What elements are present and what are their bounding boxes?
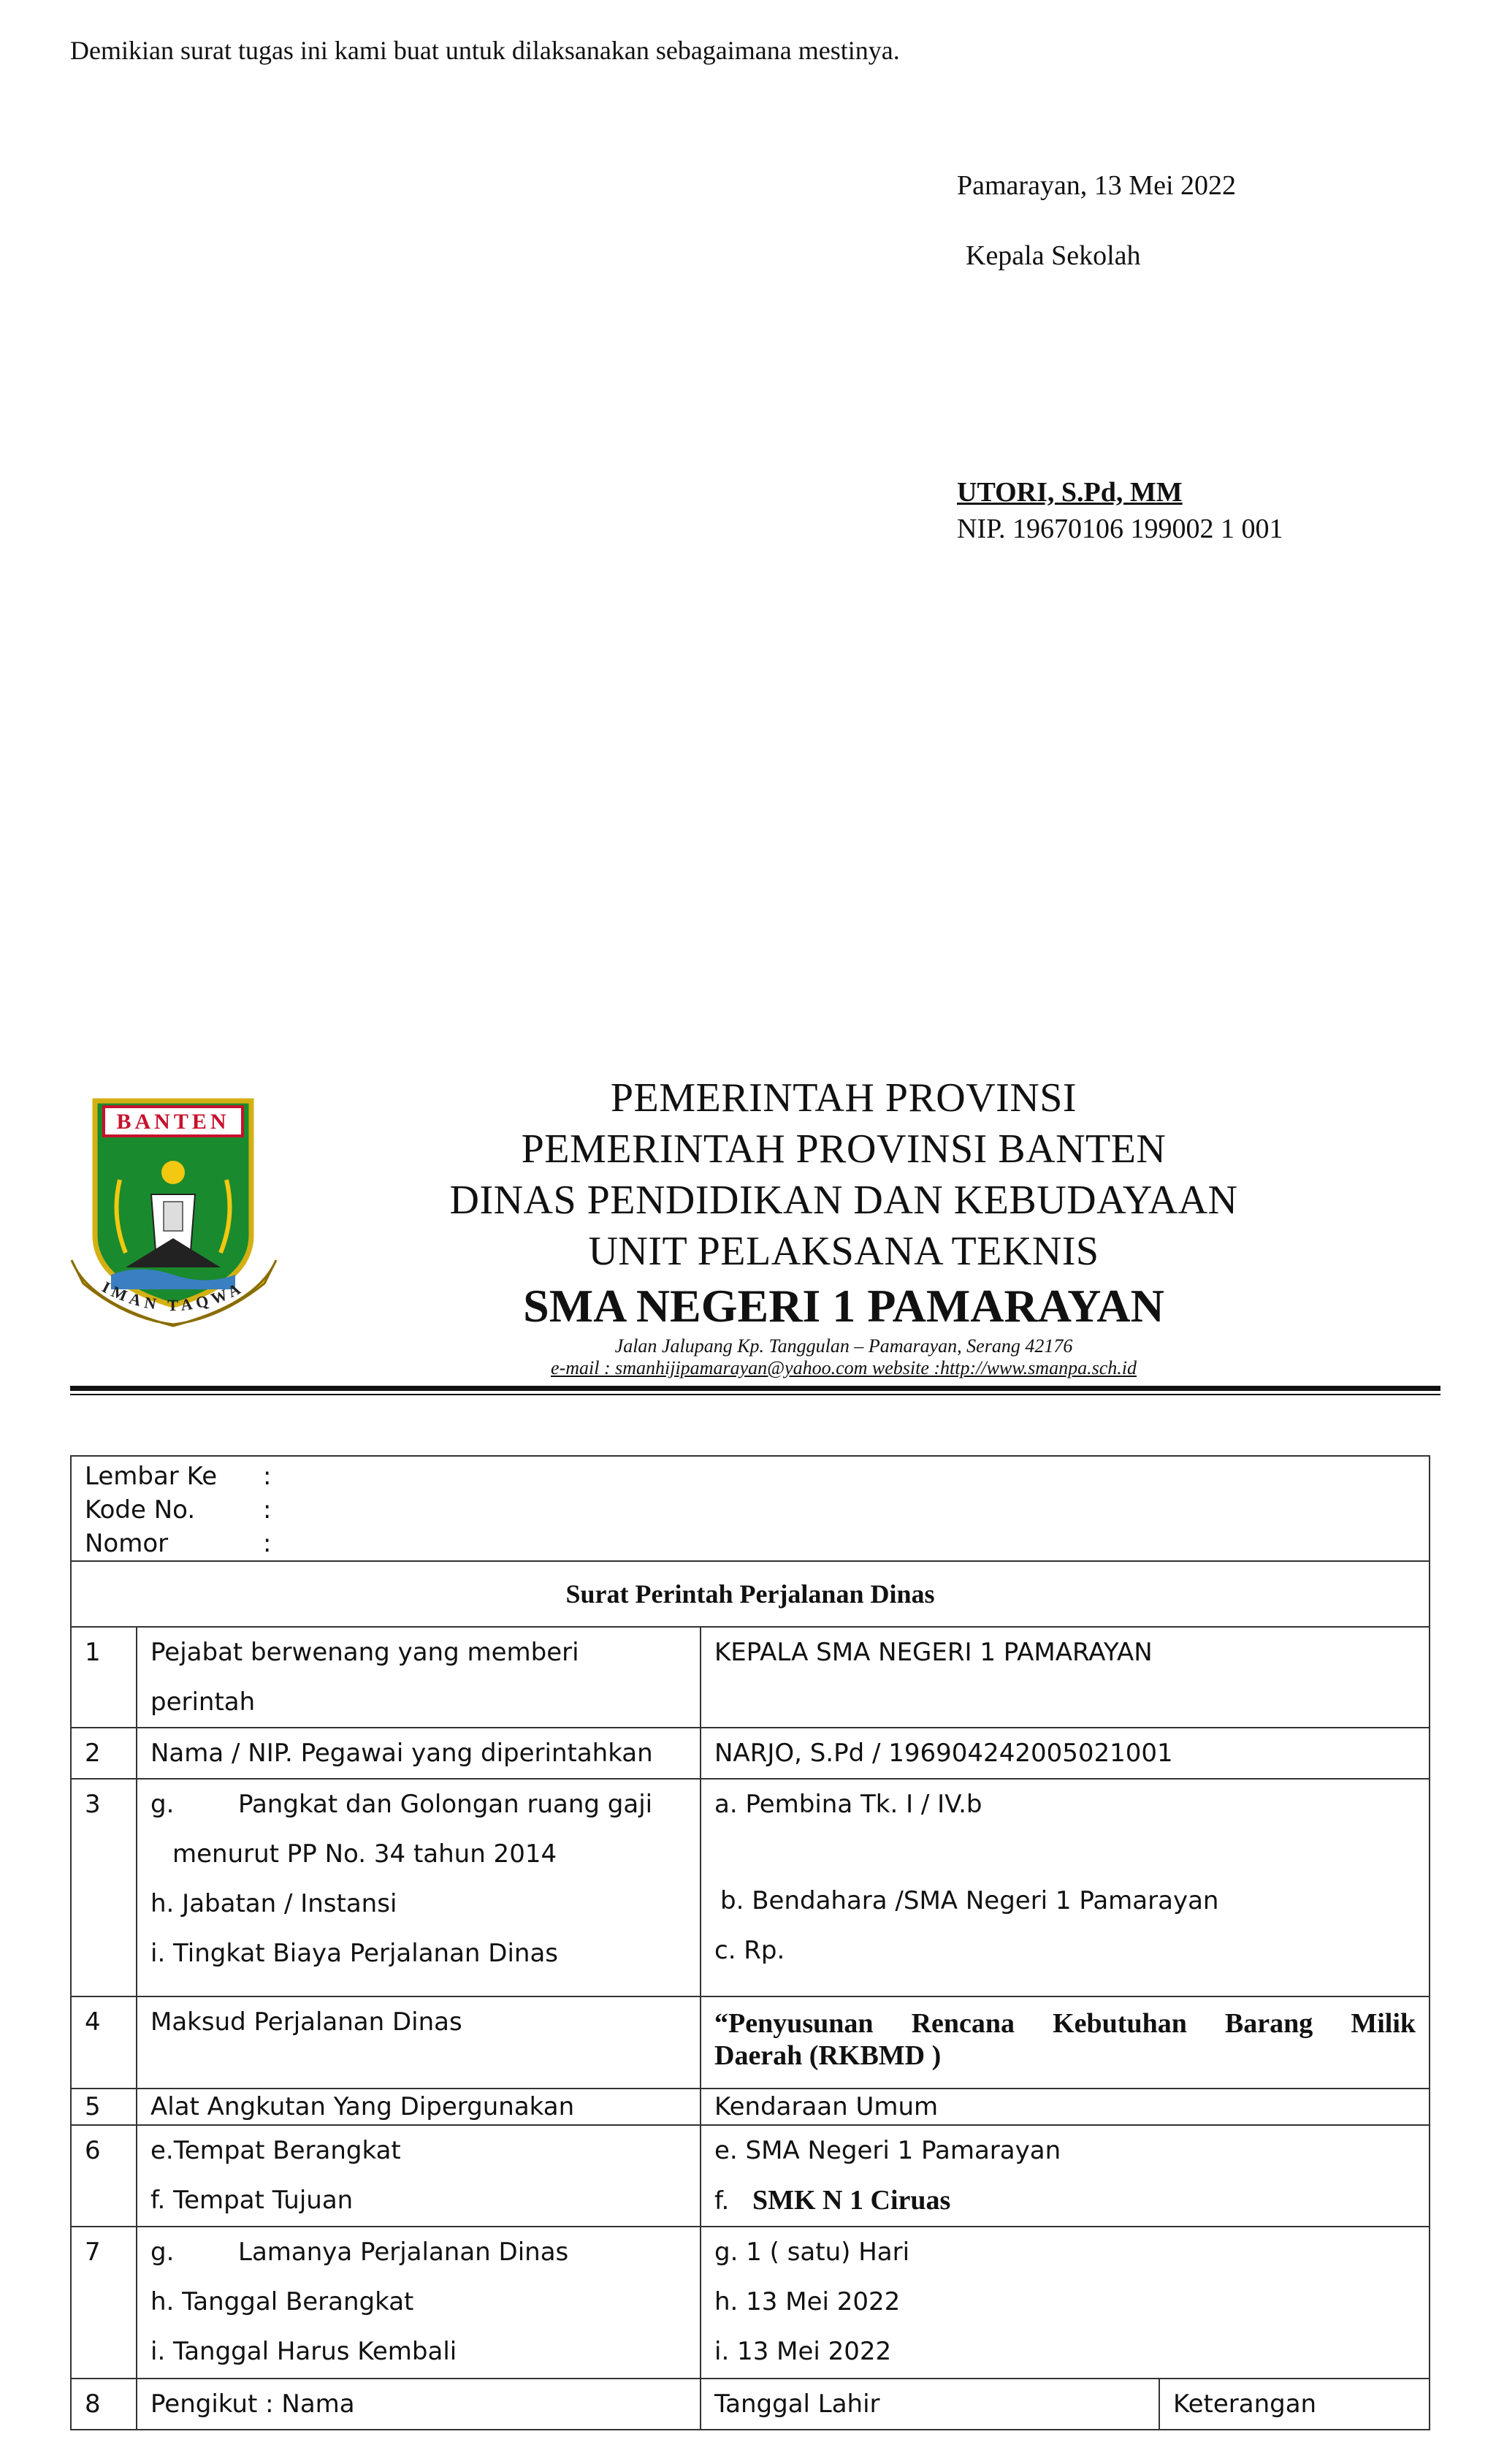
row-number: 5 [71, 2089, 137, 2125]
table-row [71, 1779, 1430, 1996]
signature-place-date: Pamarayan, 13 Mei 2022 [957, 170, 1237, 201]
row-number: 7 [71, 2227, 137, 2379]
header-sheet: Lembar Ke : [85, 1462, 272, 1491]
row-number: 4 [71, 1996, 137, 2089]
row-label: g. Pangkat dan Golongan ruang gaji menurut PP No. 34 tahun 2014 h. Jabatan / Instansi i. Tingkat Biaya Perjalanan Dinas [137, 1779, 701, 1996]
row-value: “Penyusunan Rencana Kebutuhan Barang Milik Daerah (RKBMD ) [701, 1996, 1430, 2089]
form-header-row [71, 1456, 1430, 1561]
school-name: SMA NEGERI 1 PAMARAYAN [523, 1280, 1164, 1332]
row-label: Pengikut : Nama [137, 2379, 701, 2430]
school-contact: e-mail : smanhijipamarayan@yahoo.com website :http://www.smanpa.sch.id [551, 1357, 1137, 1378]
row-value: NARJO, S.Pd / 196904242005021001 [701, 1728, 1430, 1779]
row-value: g. 1 ( satu) Hari h. 13 Mei 2022 i. 13 Mei 2022 [701, 2227, 1430, 2379]
travel-order-table [70, 1455, 1430, 2430]
row-value: e. SMA Negeri 1 Pamarayan f. SMK N 1 Ciruas [701, 2125, 1430, 2227]
row-value: Kendaraan Umum [701, 2089, 1430, 2125]
row-value: a. Pembina Tk. I / IV.b b. Bendahara /SMA Negeri 1 Pamarayan c. Rp. [701, 1779, 1430, 1996]
row-label: Alat Angkutan Yang Dipergunakan [137, 2089, 701, 2125]
row-number: 2 [71, 1728, 137, 1779]
form-title-row [71, 1561, 1430, 1627]
signature-name: UTORI, S.Pd, MM [957, 477, 1183, 508]
table-row [71, 1728, 1430, 1779]
letterhead-rule-thick [70, 1386, 1440, 1391]
row-label: Maksud Perjalanan Dinas [137, 1996, 701, 2089]
table-row [71, 2125, 1430, 2227]
row-number: 1 [71, 1627, 137, 1728]
form-title: Surat Perintah Perjalanan Dinas [71, 1561, 1430, 1627]
row-value: KEPALA SMA NEGERI 1 PAMARAYAN [701, 1627, 1430, 1728]
row-label: Nama / NIP. Pegawai yang diperintahkan [137, 1728, 701, 1779]
row-label: g. Lamanya Perjalanan Dinas h. Tanggal Berangkat i. Tanggal Harus Kembali [137, 2227, 701, 2379]
kop-line-2: PEMERINTAH PROVINSI BANTEN [521, 1126, 1167, 1172]
signature-role: Kepala Sekolah [966, 240, 1141, 271]
row-birthdate-header: Tanggal Lahir [701, 2379, 1159, 2430]
logo-banner-text: BANTEN [116, 1110, 230, 1134]
letterhead [380, 1072, 1308, 1379]
row-label: e.Tempat Berangkat f. Tempat Tujuan [137, 2125, 701, 2227]
kop-line-1: PEMERINTAH PROVINSI [610, 1075, 1077, 1121]
table-row [71, 2227, 1430, 2379]
kop-line-4: UNIT PELAKSANA TEKNIS [588, 1229, 1099, 1274]
table-row [71, 1996, 1430, 2089]
banten-logo [67, 1092, 280, 1340]
table-row [71, 2379, 1430, 2430]
row-number: 3 [71, 1779, 137, 1996]
row-number: 8 [71, 2379, 137, 2430]
letterhead-rule-thin [70, 1394, 1440, 1395]
row-number: 6 [71, 2125, 137, 2227]
logo-motto-text: IMAN TAQWA [99, 1277, 248, 1315]
row-remarks-header: Keterangan [1159, 2379, 1430, 2430]
signature-nip: NIP. 19670106 199002 1 001 [957, 514, 1283, 544]
header-code: Kode No. : [85, 1495, 272, 1525]
row-label: Pejabat berwenang yang memberi perintah [137, 1627, 701, 1728]
table-row [71, 1627, 1430, 1728]
table-row [71, 2089, 1430, 2125]
closing-statement: Demikian surat tugas ini kami buat untuk dilaksanakan sebagaimana mestinya. [70, 36, 900, 65]
school-address: Jalan Jalupang Kp. Tanggulan – Pamarayan, Serang 42176 [614, 1335, 1073, 1357]
form-header [71, 1456, 1430, 1561]
kop-line-3: DINAS PENDIDIKAN DAN KEBUDAYAAN [449, 1178, 1238, 1223]
header-number: Nomor : [85, 1529, 272, 1558]
